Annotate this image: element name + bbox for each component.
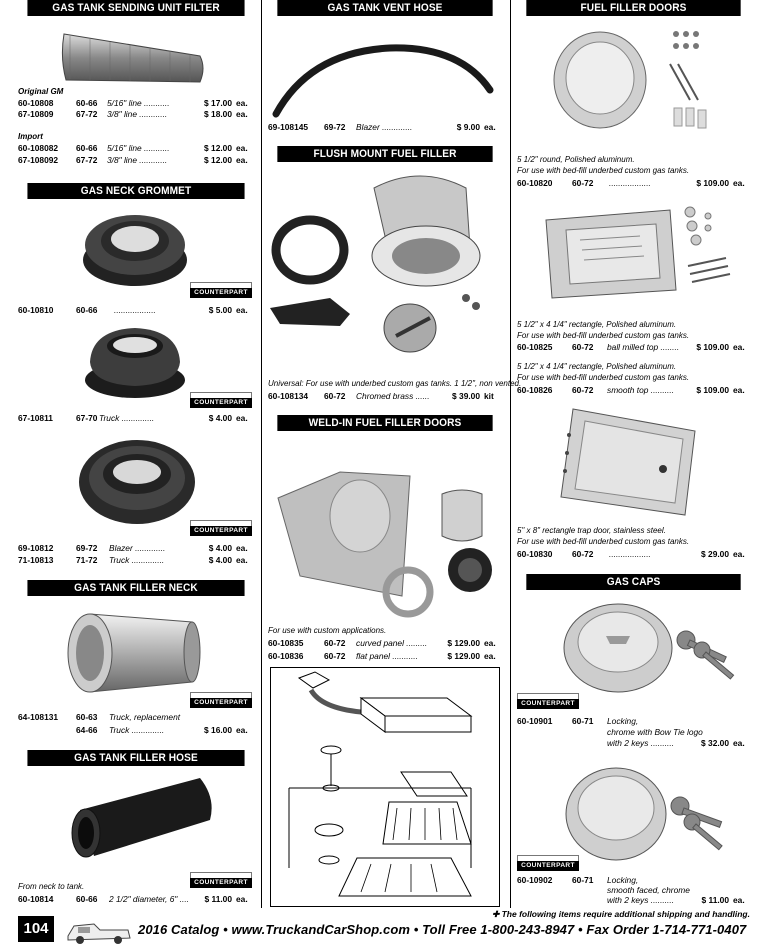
bow-tie-gas-cap-image [560,596,745,696]
section-header-weld-in-fuel-filler-doors: WELD-IN FUEL FILLER DOORS [277,415,492,431]
weld-in-filler-door-image [270,436,500,626]
column-divider-1 [261,0,262,908]
filler-door-desc: For use with bed-fill underbed custom gas tanks. [517,331,690,340]
filler-door-desc: 5" x 8" rectangle trap door, stainless steel. [517,526,666,535]
counterpart-badge: COUNTERPART [517,698,579,709]
counterpart-badge: COUNTERPART [190,287,252,298]
rectangle-filler-door-image [540,200,745,310]
filler-neck-image [60,602,210,702]
vent-hose-image [270,22,500,122]
filler-door-desc: For use with bed-fill underbed custom gas tanks. [517,537,690,546]
installation-diagram [270,667,500,907]
section-header-gas-neck-grommet: GAS NECK GROMMET [27,183,244,199]
section-header-flush-mount-fuel-filler: FLUSH MOUNT FUEL FILLER [277,146,492,162]
weld-in-note: For use with custom applications. [268,626,387,635]
truck-logo-icon [64,916,134,946]
filler-hose-image [60,770,220,870]
counterpart-badge: COUNTERPART [190,525,252,536]
counterpart-badge: COUNTERPART [190,877,252,888]
filler-door-desc: For use with bed-fill underbed custom gas tanks. [517,373,690,382]
section-header-gas-caps: GAS CAPS [526,574,740,590]
page-footer [0,908,770,950]
sending-unit-filter-image [60,24,210,94]
grommet-image [78,322,193,402]
section-header-sending-unit-filter: GAS TANK SENDING UNIT FILTER [27,0,244,16]
section-header-gas-tank-filler-hose: GAS TANK FILLER HOSE [27,750,244,766]
filler-door-desc: For use with bed-fill underbed custom gas tanks. [517,166,690,175]
section-header-fuel-filler-doors: FUEL FILLER DOORS [526,0,740,16]
counterpart-badge: COUNTERPART [517,860,579,871]
filler-door-desc: 5 1/2" x 4 1/4" rectangle, Polished aluminum. [517,320,677,329]
counterpart-badge: COUNTERPART [190,697,252,708]
flush-mount-note: Universal: For use with underbed custom gas tanks. 1 1/2", non vented. [268,379,522,388]
column-divider-2 [510,0,511,908]
grommet-image [75,432,200,527]
filler-hose-note: From neck to tank. [18,882,85,891]
smooth-gas-cap-image [560,762,745,862]
footer-contact-line: 2016 Catalog • www.TruckandCarShop.com • Toll Free 1-800-243-8947 • Fax Order 1-714-771-0407 [138,922,747,937]
filler-door-desc: 5 1/2" x 4 1/4" rectangle, Polished aluminum. [517,362,677,371]
section-header-gas-tank-vent-hose: GAS TANK VENT HOSE [277,0,492,16]
page-number: 104 [18,916,54,942]
group-label-import: Import [18,132,43,141]
trap-door-image [555,405,705,520]
group-label-original-gm: Original GM [18,87,64,96]
round-filler-door-image [550,20,745,145]
shipping-note: ✚ The following items require additional shipping and handling. [492,909,750,919]
filler-door-desc: 5 1/2" round, Polished aluminum. [517,155,635,164]
section-header-gas-tank-filler-neck: GAS TANK FILLER NECK [27,580,244,596]
counterpart-badge: COUNTERPART [190,397,252,408]
flush-mount-filler-image [270,168,500,368]
grommet-image [78,205,193,290]
